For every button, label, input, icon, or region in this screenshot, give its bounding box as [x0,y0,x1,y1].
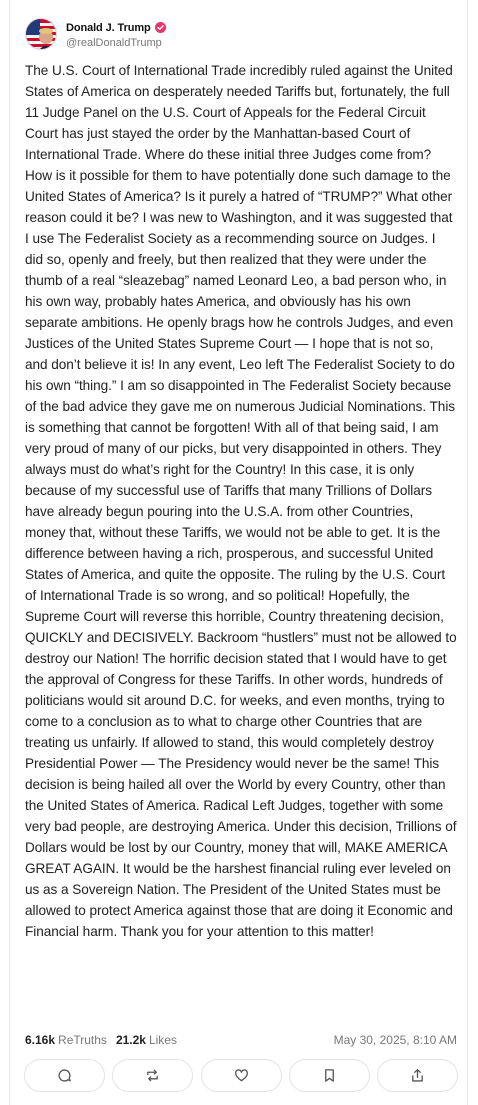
action-bar [24,1059,458,1092]
likes-label[interactable]: Likes [148,1033,177,1047]
post-timestamp[interactable]: May 30, 2025, 8:10 AM [333,1033,457,1047]
avatar[interactable] [25,18,57,50]
display-name-row [66,20,166,36]
post-card [9,0,468,1105]
avatar-flag-image [26,19,57,50]
post-header [25,18,166,50]
retruth-button[interactable] [112,1059,193,1092]
reply-button[interactable] [24,1059,105,1092]
post-body-text: The U.S. Court of International Trade incredibly ruled against the United States of America on desperately needed Tariffs but, fortunately, the full 11 Judge Panel on the U.S. Court of Appeals for the Federal Circuit Court has just stayed the order by the Manhattan-based Court of International Trade. Where do these initial three Judges come from? How is it possible for them to have potentially done such damage to the United States of America? Is it purely a hatred of “TRUMP?” What other reason could it be? I was new to Washington, and it was suggested that I use The Federalist Society as a recommending source on Judges. I did so, openly and freely, but then realized that they were under the thumb of a real “sleazebag” named Leonard Leo, a bad person who, in his own way, probably hates America, and obviously has his own separate ambitions. He openly brags how he controls Judges, and even Justices of the United States Supreme Court — I hope that is not so, and don’t believe it is! In any event, Leo left The Federalist Society to do his own “thing.” I am so disappointed in The Federalist Society because of the bad advice they gave me on numerous Judicial Nominations. This is something that cannot be forgotten! With all of that being said, I am very proud of many of our picks, but very disappointed in others. They always must do what’s right for the Country! In this case, it is only because of my successful use of Tariffs that many Trillions of Dollars have already begun pouring into the U.S.A. from other Countries, money that, without these Tariffs, we would not be able to get. It is the difference between having a rich, prosperous, and successful United States of America, and quite the opposite. The ruling by the U.S. Court of International Trade is so wrong, and so political! Hopefully, the Supreme Court will reverse this horrible, Country threatening decision, QUICKLY and DECISIVELY. Backroom “hustlers” must not be allowed to destroy our Nation! The horrific decision stated that I would have to get the approval of Congress for these Tariffs. In other words, hundreds of politicians would sit around D.C. for weeks, and even months, trying to come to a conclusion as to what to charge other Countries that are treating us unfairly. If allowed to stand, this would completely destroy Presidential Power — The Presidency would never be the same! This decision is being hailed all over the World by every Country, other than the United States of America. Radical Left Judges, together with some very bad people, are destroying America. Under this decision, Trillions of Dollars would be lost by our Country, money that will, MAKE AMERICA GREAT AGAIN. It would be the harshest financial ruling ever leveled on us as a Sovereign Nation. The President of the United States must be allowed to protect America against those that are doing it Economic and Financial harm. Thank you for your attention to this matter! [25,63,457,939]
display-name[interactable]: Donald J. Trump [66,21,151,34]
like-button[interactable] [201,1059,282,1092]
author-names [66,20,166,49]
share-icon [410,1068,425,1083]
author-handle[interactable]: @realDonaldTrump [66,36,162,49]
bookmark-icon [322,1068,337,1083]
retruths-count[interactable]: 6.16k [25,1033,56,1047]
reply-icon [57,1068,72,1083]
share-button[interactable] [377,1059,458,1092]
verified-badge-icon [155,22,166,33]
retruths-label[interactable]: ReTruths [58,1033,107,1047]
post-stats [25,1031,457,1049]
like-heart-icon [234,1068,249,1083]
likes-count[interactable]: 21.2k [115,1033,146,1047]
retruth-icon [145,1068,160,1083]
bookmark-button[interactable] [289,1059,370,1092]
